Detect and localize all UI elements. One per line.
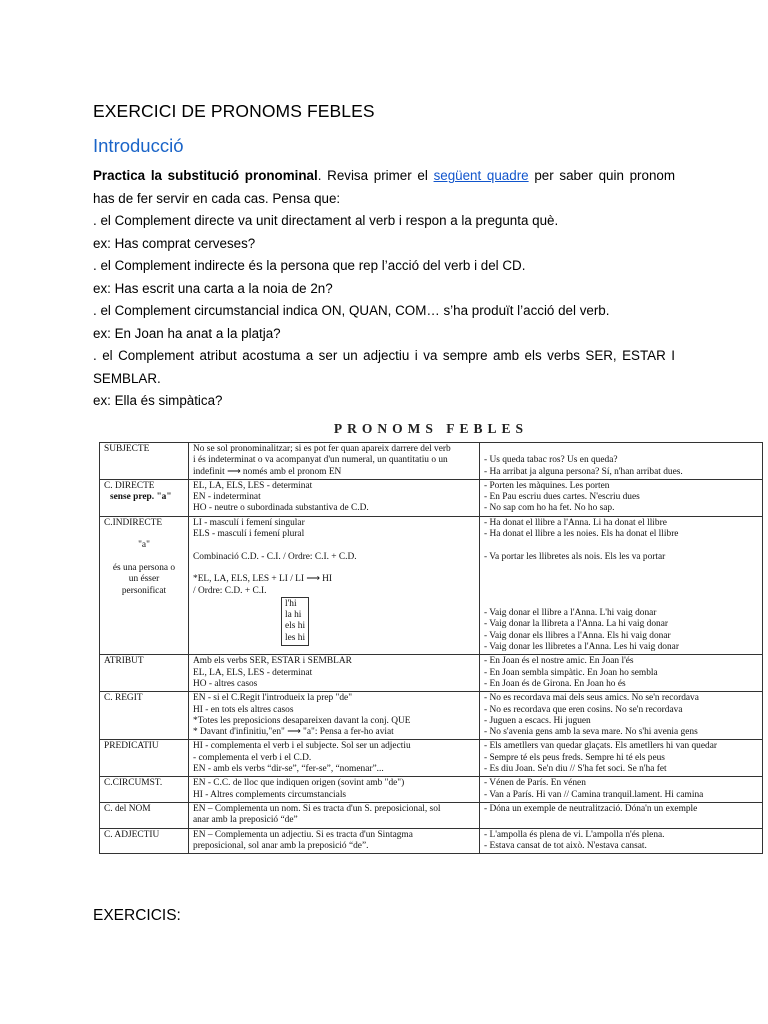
pronoms-table [99,442,763,854]
row-rules-line: HO - altres casos [193,678,258,689]
section-heading-introduccio: Introducció [93,135,184,156]
row-label [100,828,189,854]
row-rules [189,828,480,854]
row-label-line: és una persona o [112,562,176,573]
row-rules [189,692,480,740]
row-rules-line: EN - si el C.Regit l'introdueix la prep "de" [193,693,353,704]
row-examples-line: - Van a París. Hi van // Camina tranquil.lament. Hi camina [484,789,704,800]
row-rules-line: EL, LA, ELS, LES - determinat [193,667,313,678]
row-examples-line: - Ha donat el llibre a l'Anna. Li ha donat el llibre [484,517,667,528]
row-label-line: C. del NOM [104,803,151,814]
row-label [100,655,189,692]
table-row [100,777,763,803]
example-line: ex: En Joan ha anat a la platja? [93,325,281,341]
table-row [100,655,763,692]
intro-text [93,165,675,413]
document-title: EXERCICI DE PRONOMS FEBLES [93,101,375,121]
rule-line: . el Complement atribut acostuma a ser un adjectiu i va sempre amb els verbs SER, ESTAR I SEMBLAR. [93,348,675,386]
row-rules-line: EN – Complementa un adjectiu. Si es tracta d'un Sintagma [193,829,413,840]
row-label [100,516,189,655]
row-examples-line: - En Joan és de Girona. En Joan ho és [484,678,626,689]
row-rules-line: EN - C.C. de lloc que indiquen origen (sovint amb "de") [193,778,405,789]
row-rules-line [193,563,475,574]
row-rules-line: * Davant d'infinitiu,"en" ⟶ "a": Pensa a fer-ho aviat [193,727,394,738]
row-examples-line: - No sap com ho ha fet. No ho sap. [484,503,615,514]
row-examples [480,443,763,480]
table-title: PRONOMS FEBLES [333,421,529,436]
row-label-line: sense prep. "a" [110,492,172,503]
row-rules-line: HI - complementa el verb i el subjecte. Sol ser un adjectiu [193,741,411,752]
row-rules [189,802,480,828]
row-label [100,443,189,480]
row-rules-line: i és indeterminat o va acompanyat d'un numeral, un quantitatiu o un [193,455,448,466]
example-line: ex: Has comprat cerveses? [93,235,256,251]
row-rules-line: EN - indeterminat [193,492,261,503]
row-rules-line: EN - amb els verbs “dir-se”, “fer-se”, “nomenar”... [193,764,384,775]
row-label-line: ATRIBUT [104,656,144,667]
row-examples-line: - Vaig donar els llibres a l'Anna. Els hi vaig donar [484,630,671,641]
row-rules [189,777,480,803]
row-rules-line [193,540,475,551]
row-rules-line: HO - neutre o subordinada substantiva de C.D. [193,503,369,514]
row-examples-line: - No es recordava que eren cosins. No se'n recordava [484,704,683,715]
row-label-line: SUBJECTE [104,444,150,454]
row-label [100,777,189,803]
combination-item: els hi [285,621,306,632]
table-row [100,692,763,740]
row-examples-line: - Vaig donar la llibreta a l'Anna. La hi vaig donar [484,619,669,630]
row-examples [480,777,763,803]
combination-box [281,597,309,646]
row-rules-line: HI - Altres complements circumstancials [193,789,347,800]
row-label-line [104,552,184,563]
row-examples-line: - Juguen a escacs. Hi juguen [484,715,591,726]
row-examples [480,740,763,777]
row-examples-line [484,444,758,455]
rule-line: . el Complement circumstancial indica ON, QUAN, COM… s’ha produït l’acció del verb. [93,303,610,318]
row-label-line: un ésser [128,574,160,585]
combination-item: l'hi [285,598,297,609]
row-examples-line: - Vaig donar el llibre a l'Anna. L'hi vaig donar [484,608,657,619]
row-examples-line: - Porten les màquines. Les porten [484,480,610,491]
row-examples [480,802,763,828]
row-examples-line [484,586,758,597]
quadre-link[interactable]: següent quadre [433,168,529,183]
row-label-line: "a" [138,540,150,551]
row-rules [189,479,480,516]
row-examples-line: - Es diu Joan. Se'n diu // S'ha fet soci. Se n'ha fet [484,764,667,775]
table-row [100,740,763,777]
row-label-line: personificat [121,585,167,596]
row-rules-line: EL, LA, ELS, LES - determinat [193,480,313,491]
row-rules-line: preposicional, sol anar amb la preposició “de”. [193,840,369,851]
row-examples [480,655,763,692]
row-label [100,479,189,516]
row-examples-line: - Vénen de París. En vénen [484,778,586,789]
row-examples-line [484,574,758,585]
row-examples-line: - Ha arribat ja alguna persona? Sí, n'han arribat dues. [484,466,683,477]
row-examples [480,828,763,854]
intro-text-1: . Revisa primer el [317,168,434,183]
row-label-line: C. REGIT [104,693,143,704]
table-row [100,516,763,655]
row-examples-line: - Dóna un exemple de neutralització. Dóna'n un exemple [484,803,698,814]
row-label-line: C.CIRCUMST. [104,778,163,789]
combination-item: les hi [285,632,306,643]
row-label-line: C. DIRECTE [104,480,155,491]
row-examples-line: - L'ampolla és plena de vi. L'ampolla n'és plena. [484,829,665,840]
row-label [100,740,189,777]
row-label-line: C. ADJECTIU [104,829,160,840]
row-examples-line [484,540,758,551]
combination-item: la hi [285,610,302,621]
row-examples [480,479,763,516]
row-examples-line: - Sempre té els peus freds. Sempre hi té els peus [484,752,665,763]
intro-text-2: per saber quin pronom has de fer servir en cada cas. Pensa que: [93,168,676,206]
row-examples-line: - No es recordava mai dels seus amics. No se'n recordava [484,693,699,704]
intro-paragraph [93,165,675,210]
row-examples-line: - Els ametllers van quedar glaçats. Els ametllers hi van quedar [484,741,717,752]
row-examples [480,692,763,740]
example-line: ex: Ella és simpàtica? [93,393,223,408]
rule-line: . el Complement indirecte és la persona que rep l’acció del verb i del CD. [93,258,526,273]
row-rules-line: - complementa el verb i el C.D. [193,752,312,763]
row-examples-line: - Va portar les llibretes als nois. Els les va portar [484,551,666,562]
row-rules-line: HI - en tots els altres casos [193,704,294,715]
row-examples-line: - En Pau escriu dues cartes. N'escriu dues [484,492,640,503]
table-row [100,443,763,480]
row-examples-line: - En Joan sembla simpàtic. En Joan ho sembla [484,667,658,678]
row-label-line: PREDICATIU [104,741,159,752]
row-rules [189,740,480,777]
pronoms-febles-table-image [96,419,766,886]
row-rules-line: ELS - masculí i femení plural [193,529,305,540]
row-examples-line: - En Joan és el nostre amic. En Joan l'és [484,656,634,667]
row-rules-line: Amb els verbs SER, ESTAR i SEMBLAR [193,656,352,667]
table-row [100,479,763,516]
row-label [100,692,189,740]
row-label [100,802,189,828]
row-rules-line: No se sol pronominalitzar; si es pot fer quan apareix darrere del verb [193,444,451,454]
intro-bold: Practica la substitució pronominal [93,168,318,183]
row-rules-line: *Totes les preposicions desapareixen davant la conj. QUE [193,715,411,726]
row-rules [189,655,480,692]
row-label-line: C.INDIRECTE [104,517,163,528]
row-examples-line: - No s'avenia gens amb la seva mare. No s'hi avenia gens [484,727,698,738]
row-rules-line: EN – Complementa un nom. Si es tracta d'un S. preposicional, sol [193,803,441,814]
row-rules [189,443,480,480]
row-rules-line: LI - masculí i femení singular [193,517,305,528]
table-row [100,802,763,828]
row-examples [480,516,763,655]
row-rules-line: indefinit ⟶ només amb el pronom EN [193,466,342,477]
row-examples-line: - Us queda tabac ros? Us en queda? [484,455,618,466]
rule-line: . el Complement directe va unit directament al verb i respon a la pregunta què. [93,213,559,228]
row-rules-line: anar amb la preposició “de” [193,815,298,826]
row-examples-line [484,597,758,608]
exercicis-heading: EXERCICIS: [93,907,181,924]
row-examples-line [484,563,758,574]
row-rules-line: / Ordre: C.D. + C.I. [193,585,267,596]
row-examples-line: - Vaig donar les llibretes a l'Anna. Les hi vaig donar [484,642,679,653]
row-rules-line: Combinació C.D. - C.I. / Ordre: C.I. + C.D. [193,551,357,562]
row-examples-line: - Estava cansat de tot això. N'estava cansat. [484,840,647,851]
example-line: ex: Has escrit una carta a la noia de 2n? [93,280,333,296]
row-rules [189,516,480,655]
row-label-line [104,529,184,540]
row-rules-line: *EL, LA, ELS, LES + LI / LI ⟶ HI [193,574,333,585]
row-examples-line: - Ha donat el llibre a les noies. Els ha donat el llibre [484,529,679,540]
table-row [100,828,763,854]
